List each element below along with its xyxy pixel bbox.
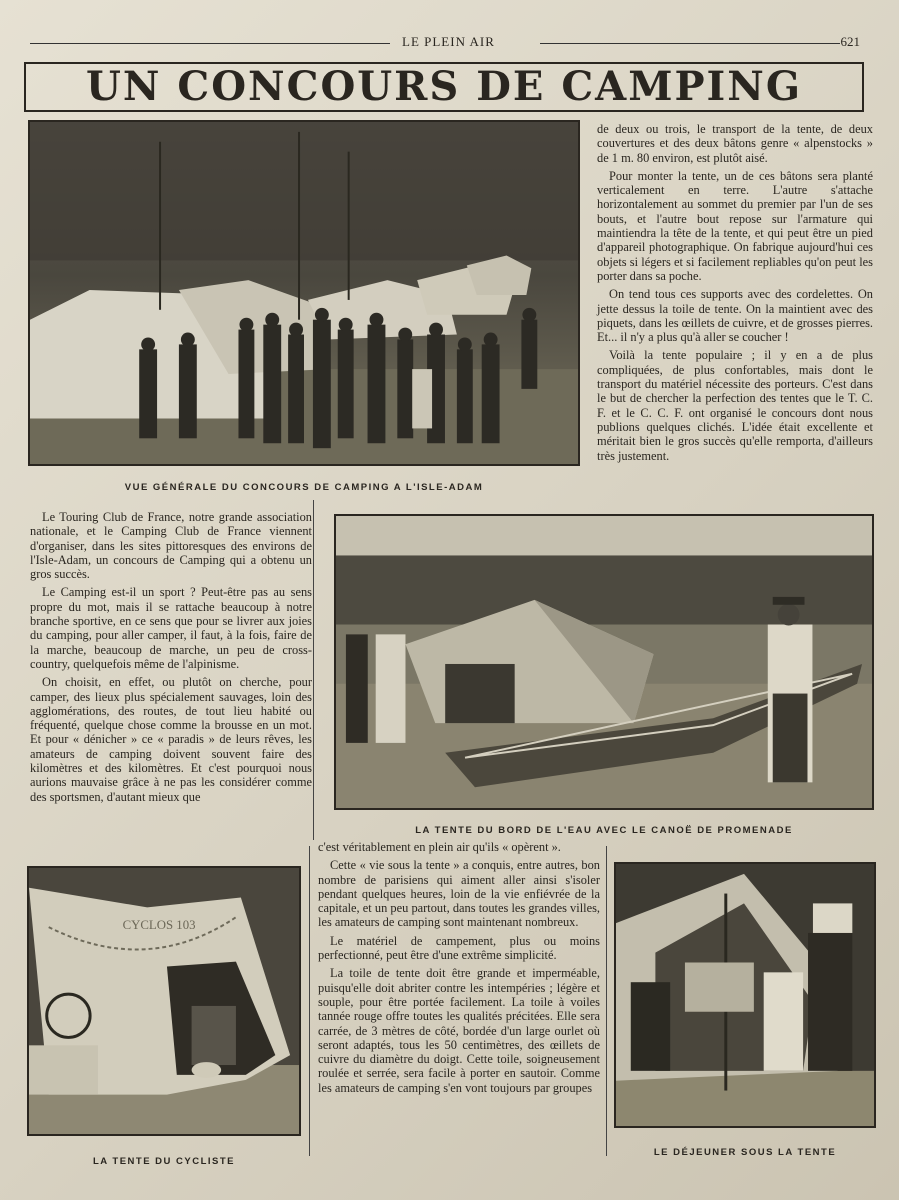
paragraph: de deux ou trois, le transport de la tente, de deux couvertures et des deux bâtons genre « alpenstocks » de 1 m. 80 environ, est plutôt aisé.	[597, 122, 873, 165]
paragraph: On choisit, en effet, ou plutôt on cherche, pour camper, des lieux plus spécialement sauvages, loin des agglomérations, des routes, de tout lieu habité ou fréquenté, quelque chose comme la brousse en un mot. Et pour « dénicher » ce « paradis » de leurs rêves, les amateurs de camping doivent souvent faire des kilomètres et des kilomètres. Et c'est pourquoi nous aurions mauvaise grâce à ne pas les considérer comme des sportsmen, d'autant mieux que	[30, 675, 312, 804]
photo-waterside-tent	[334, 514, 874, 810]
column-divider	[606, 846, 607, 1156]
magazine-title: LE PLEIN AIR	[402, 34, 495, 49]
header-rule-right	[540, 43, 840, 44]
photo-cyclist-tent	[27, 866, 301, 1136]
photo-general-view	[28, 120, 580, 466]
paragraph: Pour monter la tente, un de ces bâtons sera planté verticalement en terre. L'autre s'attache horizontalement au sommet du premier par l'un de ses bouts, et l'autre bout repose sur l'armature qui maintiendra la tête de la tente, et qui peut être un pied d'appareil photographique. On fabrique aujourd'hui ces objets si légers et si facilement repliables qu'on peut les porter dans sa poche.	[597, 168, 873, 283]
paragraph: Le Camping est-il un sport ? Peut-être pas au sens propre du mot, mais il se rattache beaucoup à notre branche sportive, en ce sens que pour se livrer aux joies du camping, pour aller camper, il faut, à la fois, faire de la marche, beaucoup de marche, un peu de cross-country, quelquefois même de l'alpinisme.	[30, 585, 312, 671]
article-column-left	[30, 510, 312, 804]
column-divider	[313, 500, 314, 840]
paragraph: Le matériel de campement, plus ou moins perfectionné, peut être d'une extrême simplicité.	[318, 933, 600, 963]
page-number: 621	[840, 34, 860, 49]
caption-general-view: VUE GÉNÉRALE DU CONCOURS DE CAMPING A L'ISLE-ADAM	[124, 482, 484, 493]
column-divider	[309, 846, 310, 1156]
header-rule-left	[30, 43, 390, 44]
paragraph: Le Touring Club de France, notre grande association nationale, et le Camping Club de France viennent d'organiser, dans les sites pittoresques des environs de l'Isle-Adam, un concours de Camping qui a obtenu un gros succès.	[30, 510, 312, 582]
tent-inscription: CYCLOS 103	[122, 918, 196, 933]
article-headline: UN CONCOURS DE CAMPING	[24, 62, 864, 112]
paragraph: Cette « vie sous la tente » a conquis, entre autres, bon nombre de parisiens qui aiment aller ainsi s'isoler pendant quelques heures, loin de la vie enfiévrée de la capitale, et un peu partout, dans toutes les grandes villes, les amateurs de camping sont maintenant nombreux.	[318, 858, 600, 930]
paragraph: La toile de tente doit être grande et imperméable, puisqu'elle doit abriter contre les intempéries ; légère et souple, pour être portée facilement. La toile à voiles tannée rouge offre toutes les qualités précitées. Elle sera carrée, de 3 mètres de côté, bordée d'un large ourlet où seront adaptés, tous les 50 centimètres, des œillets de cuivre du diamètre du doigt. Cette toile, soigneusement roulée et serrée, sera facile à porter en sautoir. Comme les amateurs de camping s'en vont toujours par groupes	[318, 966, 600, 1095]
article-column-center-bottom	[318, 840, 600, 1095]
caption-cyclist-tent: LA TENTE DU CYCLISTE	[92, 1156, 236, 1167]
photo-lunch-tent	[614, 862, 876, 1128]
running-header	[30, 34, 860, 54]
paragraph: c'est véritablement en plein air qu'ils « opèrent ».	[318, 840, 561, 854]
caption-lunch-tent: LE DÉJEUNER SOUS LA TENTE	[653, 1147, 837, 1158]
caption-waterside-tent: LA TENTE DU BORD DE L'EAU AVEC LE CANOË DE PROMENADE	[415, 825, 793, 836]
paragraph: On tend tous ces supports avec des cordelettes. On jette dessus la toile de tente. On la maintient avec des piquets, dans les œillets de cuivre, et de grosses pierres. Et... il n'y a plus qu'à aller se coucher !	[597, 287, 873, 345]
paragraph: Voilà la tente populaire ; il y en a de plus compliquées, de plus confortables, mais dont le transport du matériel nécessite des porteurs. C'est dans le but de chercher la perfection des tentes que le T. C. F. et le C. C. F. ont organisé le concours dont nous publions quelques clichés. L'idée était excellente et méritait bien le gros succès qu'elle remporta, d'ailleurs très justement.	[597, 348, 873, 463]
article-column-right-top	[597, 122, 873, 463]
